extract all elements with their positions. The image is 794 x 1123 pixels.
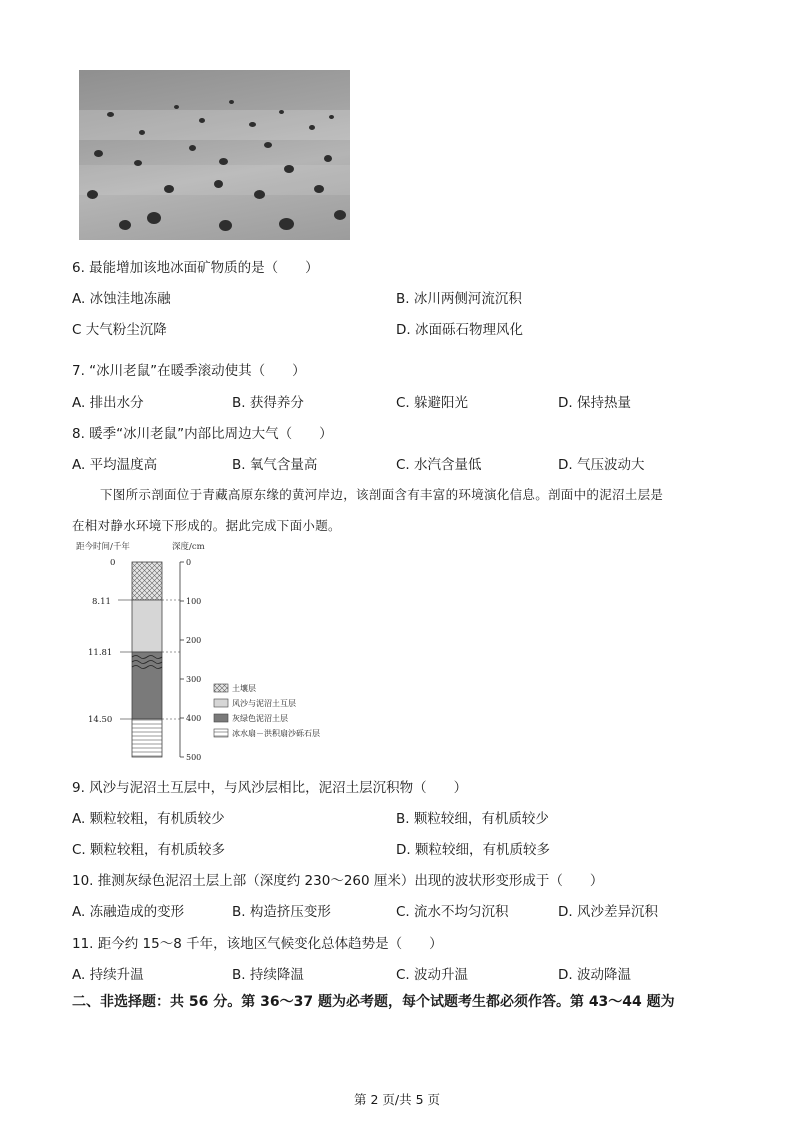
q7-option-a: A. 排出水分 bbox=[72, 395, 144, 411]
q11-option-d: D. 波动降温 bbox=[558, 967, 631, 983]
time-label-8.11: 8.11 bbox=[92, 597, 111, 607]
layer-gravel bbox=[132, 719, 162, 757]
depth-tick-500: 500 bbox=[186, 753, 202, 762]
q6-option-a: A. 冰蚀洼地冻融 bbox=[72, 291, 171, 307]
time-label-11.81: 11.81 bbox=[88, 648, 113, 658]
time-label-14.50: 14.50 bbox=[88, 715, 113, 725]
time-label-0: 0 bbox=[110, 558, 116, 568]
depth-tick-0: 0 bbox=[186, 558, 192, 567]
q8-option-a: A. 平均温度高 bbox=[72, 457, 158, 473]
question-7-stem: 7. “冰川老鼠”在暖季滚动使其（ ） bbox=[72, 363, 306, 379]
q10-option-d: D. 风沙差异沉积 bbox=[558, 904, 658, 920]
q10-option-b: B. 构造挤压变形 bbox=[232, 904, 331, 920]
q6-option-c: C 大气粉尘沉降 bbox=[72, 322, 167, 338]
depth-tick-100: 100 bbox=[186, 597, 202, 606]
q10-option-a: A. 冻融造成的变形 bbox=[72, 904, 185, 920]
section-2-heading: 二、非选择题：共 56 分。第 36～37 题为必考题，每个试题考生都必须作答。第 43～44 题为 bbox=[72, 994, 675, 1010]
left-axis-title: 距今时间/千年 bbox=[76, 542, 130, 552]
depth-tick-300: 300 bbox=[186, 675, 202, 684]
depth-tick-400: 400 bbox=[186, 714, 202, 723]
q8-option-d: D. 气压波动大 bbox=[558, 457, 645, 473]
intro-line-2: 在相对静水环境下形成的。据此完成下面小题。 bbox=[72, 518, 341, 533]
layer-sand-peat bbox=[132, 600, 162, 652]
glacier-mice-photo bbox=[79, 70, 350, 240]
q8-option-c: C. 水汽含量低 bbox=[396, 457, 482, 473]
q11-option-b: B. 持续降温 bbox=[232, 967, 304, 983]
q9-option-c: C. 颗粒较粗，有机质较多 bbox=[72, 842, 226, 858]
question-11-stem: 11. 距今约 15～8 千年，该地区气候变化总体趋势是（ ） bbox=[72, 936, 443, 952]
question-6-stem: 6. 最能增加该地冰面矿物质的是（ ） bbox=[72, 260, 319, 276]
question-9-stem: 9. 风沙与泥沼土互层中，与风沙层相比，泥沼土层沉积物（ ） bbox=[72, 780, 468, 796]
page-footer: 第 2 页/共 5 页 bbox=[353, 1092, 440, 1107]
q9-option-b: B. 颗粒较细，有机质较少 bbox=[396, 811, 549, 827]
legend-gravel: 冰水扇－洪积扇沙砾石层 bbox=[232, 729, 320, 738]
q6-option-d: D. 冰面砾石物理风化 bbox=[396, 322, 523, 338]
stratigraphic-profile-figure bbox=[72, 538, 352, 766]
right-axis-title: 深度/cm bbox=[172, 542, 205, 552]
q8-option-b: B. 氧气含量高 bbox=[232, 457, 318, 473]
question-10-stem: 10. 推测灰绿色泥沼土层上部（深度约 230～260 厘米）出现的波状形变形成于（ ） bbox=[72, 873, 604, 889]
q6-option-b: B. 冰川两侧河流沉积 bbox=[396, 291, 522, 307]
intro-line-1: 下图所示剖面位于青藏高原东缘的黄河岸边，该剖面含有丰富的环境演化信息。剖面中的泥沼土层是 bbox=[100, 487, 664, 502]
q7-option-b: B. 获得养分 bbox=[232, 395, 304, 411]
q10-option-c: C. 流水不均匀沉积 bbox=[396, 904, 509, 920]
layer-soil bbox=[132, 562, 162, 600]
q7-option-c: C. 躲避阳光 bbox=[396, 395, 469, 411]
q11-option-a: A. 持续升温 bbox=[72, 967, 144, 983]
q7-option-d: D. 保持热量 bbox=[558, 395, 631, 411]
depth-tick-200: 200 bbox=[186, 636, 202, 645]
legend-sand-peat: 风沙与泥沼土互层 bbox=[232, 699, 296, 708]
legend-greygreen-peat: 灰绿色泥沼土层 bbox=[232, 714, 288, 723]
q9-option-d: D. 颗粒较细，有机质较多 bbox=[396, 842, 550, 858]
q9-option-a: A. 颗粒较粗，有机质较少 bbox=[72, 811, 225, 827]
question-8-stem: 8. 暖季“冰川老鼠”内部比周边大气（ ） bbox=[72, 426, 333, 442]
q11-option-c: C. 波动升温 bbox=[396, 967, 469, 983]
legend-soil: 土壤层 bbox=[232, 684, 256, 693]
